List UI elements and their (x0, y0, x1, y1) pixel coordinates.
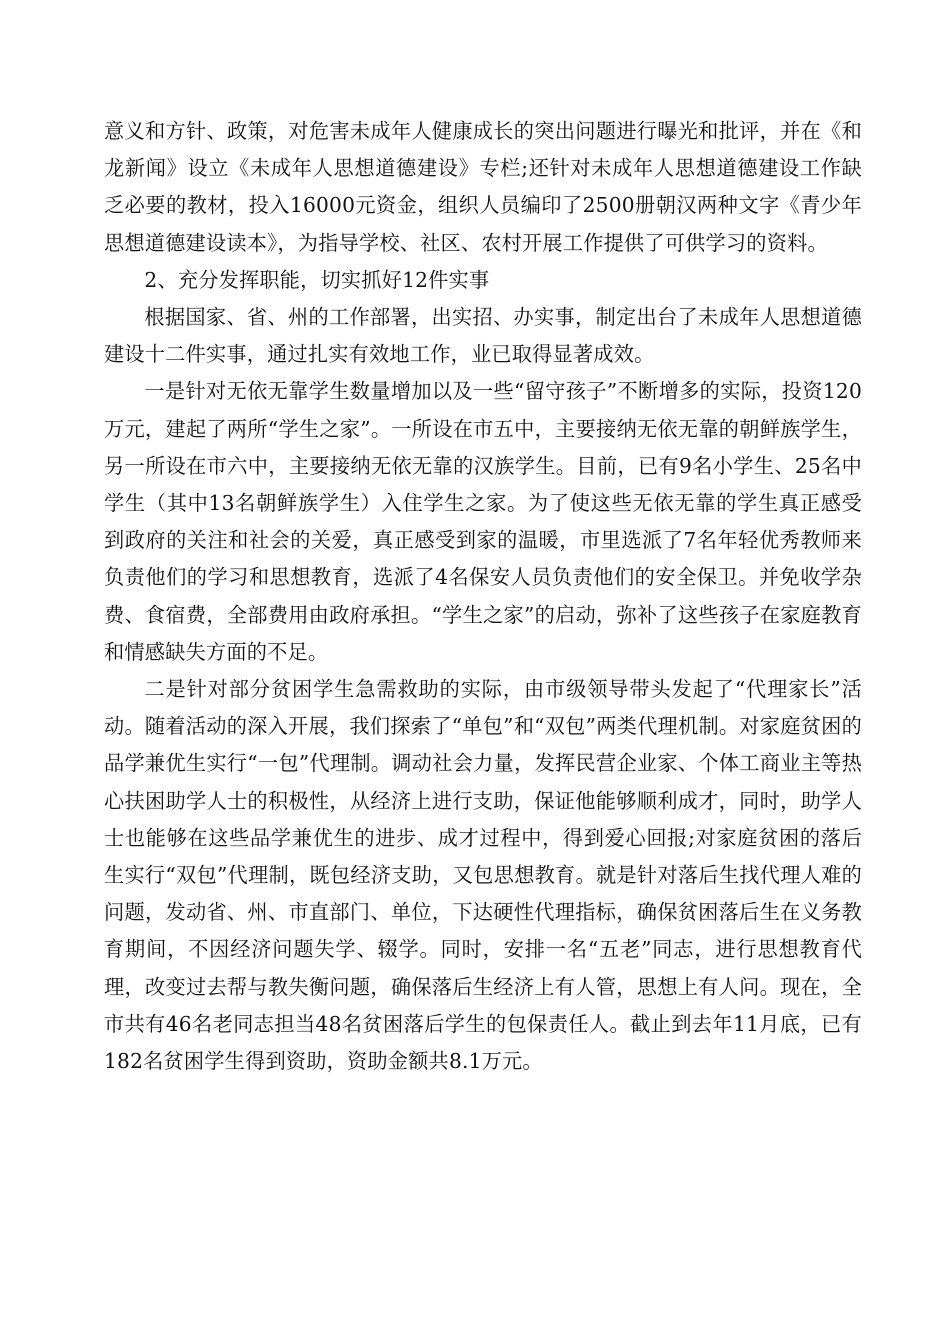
document-body (104, 113, 862, 1080)
section-heading: 2、充分发挥职能，切实抓好12件实事 (144, 267, 490, 292)
body-paragraph: 根据国家、省、州的工作部署，出实招、办实事，制定出台了未成年人思想道德建设十二件实事，通过扎实有效地工作，业已取得显著成效。 (104, 305, 862, 367)
body-paragraph: 一是针对无依无靠学生数量增加以及一些“留守孩子”不断增多的实际，投资120万元，建起了两所“学生之家”。一所设在市五中，主要接纳无依无靠的朝鲜族学生，另一所设在市六中，主要接纳无依无靠的汉族学生。目前，已有9名小学生、25名中学生（其中13名朝鲜族学生）入住学生之家。为了使这些无依无靠的学生真正感受到政府的关注和社会的关爱，真正感受到家的温暖，市里选派了7名年轻优秀教师来负责他们的学习和思想教育，选派了4名保安人员负责他们的安全保卫。并免收学杂费、食宿费，全部费用由政府承担。“学生之家”的启动，弥补了这些孩子在家庭教育和情感缺失方面的不足。 (104, 379, 862, 664)
body-paragraph: 二是针对部分贫困学生急需救助的实际，由市级领导带头发起了“代理家长”活动。随着活动的深入开展，我们探索了“单包”和“双包”两类代理机制。对家庭贫困的品学兼优生实行“一包”代理制。调动社会力量，发挥民营企业家、个体工商业主等热心扶困助学人士的积极性，从经济上进行支助，保证他能够顺利成才，同时，助学人士也能够在这些品学兼优生的进步、成才过程中，得到爱心回报;对家庭贫困的落后生实行“双包”代理制，既包经济支助，又包思想教育。就是针对落后生找代理人难的问题，发动省、州、市直部门、单位，下达硬性代理指标，确保贫困落后生在义务教育期间，不因经济问题失学、辍学。同时，安排一名“五老”同志，进行思想教育代理，改变过去帮与教失衡问题，确保落后生经济上有人管，思想上有人问。现在，全市共有46名老同志担当48名贫困落后学生的包保责任人。截止到去年11月底，已有182名贫困学生得到资助，资助金额共8.1万元。 (104, 677, 862, 1074)
body-paragraph: 意义和方针、政策，对危害未成年人健康成长的突出问题进行曝光和批评，并在《和龙新闻》设立《未成年人思想道德建设》专栏;还针对未成年人思想道德建设工作缺乏必要的教材，投入16000元资金，组织人员编印了2500册朝汉两种文字《青少年思想道德建设读本》，为指导学校、社区、农村开展工作提供了可供学习的资料。 (104, 119, 862, 255)
